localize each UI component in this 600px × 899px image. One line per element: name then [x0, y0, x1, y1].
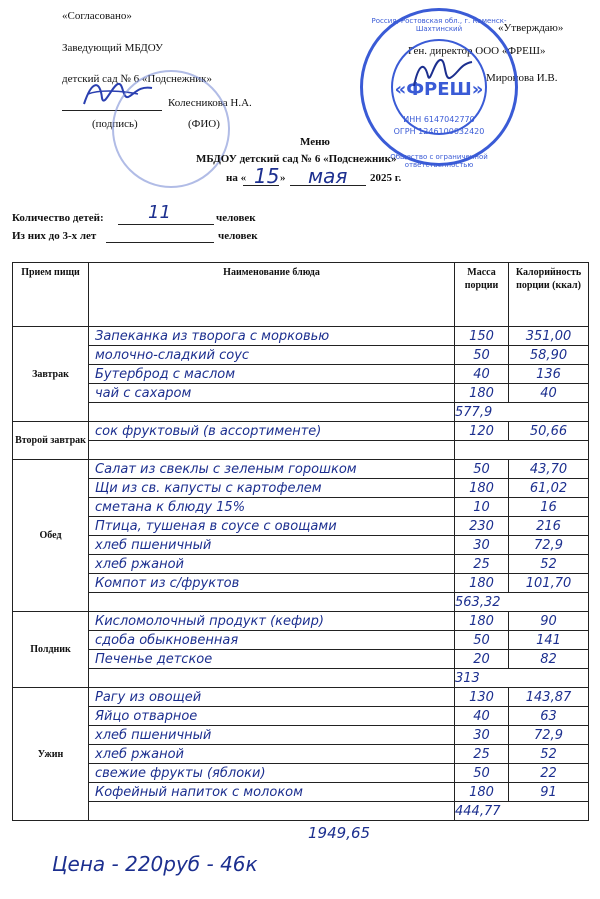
table-row	[13, 384, 589, 403]
stamp-brand: «ФРЕШ»	[394, 79, 484, 100]
dish-mass: 50	[473, 348, 490, 363]
dish-name: свежие фрукты (яблоки)	[95, 766, 266, 781]
dish-kcal: 22	[540, 766, 557, 781]
header-dish: Наименование блюда	[89, 263, 455, 327]
dish-name: чай с сахаром	[95, 386, 192, 401]
dish-kcal: 40	[540, 386, 557, 401]
under3-line	[106, 242, 214, 243]
dish-kcal: 58,90	[529, 348, 568, 363]
meal-name: Завтрак	[13, 327, 89, 422]
table-row	[13, 612, 589, 631]
meal-name: Второй завтрак	[13, 422, 89, 460]
dish-mass: 120	[469, 424, 494, 439]
dish-kcal: 72,9	[534, 728, 563, 743]
dish-name: Компот из с/фруктов	[95, 576, 240, 591]
table-row	[13, 764, 589, 783]
dish-mass: 180	[469, 386, 494, 401]
section-total: 577,9	[455, 405, 493, 420]
stamp-ring-top: Россия, Ростовская обл., г. Каменск-Шахтинский	[371, 17, 507, 33]
menu-body	[13, 327, 589, 821]
children-count-label: Количество детей:	[12, 212, 104, 224]
dish-name: Яйцо отварное	[95, 709, 198, 724]
dish-name: Кофейный напиток с молоком	[95, 785, 303, 800]
dish-kcal: 63	[540, 709, 557, 724]
dish-name: хлеб пшеничный	[95, 728, 212, 743]
table-row	[13, 688, 589, 707]
dish-mass: 230	[469, 519, 494, 534]
agreed-label: «Согласовано»	[62, 10, 132, 22]
dish-name: молочно-сладкий соус	[95, 348, 250, 363]
dish-name: хлеб ржаной	[95, 557, 184, 572]
table-row	[13, 726, 589, 745]
head-title: Заведующий МБДОУ	[62, 42, 163, 54]
menu-title: Меню	[300, 136, 330, 148]
table-row	[13, 555, 589, 574]
children-count-unit: человек	[216, 212, 256, 224]
dish-name: Рагу из овощей	[95, 690, 202, 705]
dish-name: Печенье детское	[95, 652, 213, 667]
stamp-ogrn: ОГРН 1246100032420	[393, 127, 485, 136]
dish-name: Бутерброд с маслом	[95, 367, 236, 382]
price-note: Цена - 220руб - 46к	[52, 852, 258, 876]
section-total-row	[13, 441, 589, 460]
table-row	[13, 650, 589, 669]
dish-name: Кисломолочный продукт (кефир)	[95, 614, 324, 629]
dish-name: Салат из свеклы с зеленым горошком	[95, 462, 357, 477]
dish-name: Запеканка из творога с морковью	[95, 329, 330, 344]
dish-name: Птица, тушеная в соусе с овощами	[95, 519, 337, 534]
dish-mass: 20	[473, 652, 490, 667]
dish-name: сдоба обыкновенная	[95, 633, 239, 648]
section-total: 444,77	[455, 804, 501, 819]
header-kcal: Калорийность порции (ккал)	[509, 263, 589, 327]
head-name: Колесникова Н.А.	[168, 97, 252, 109]
stamp-ring-bottom: Общество с ограниченной ответственностью	[390, 153, 488, 169]
dish-kcal: 16	[540, 500, 557, 515]
dish-name: сметана к блюду 15%	[95, 500, 246, 515]
dish-mass: 25	[473, 747, 490, 762]
children-count-line	[118, 224, 214, 225]
date-day: 15	[254, 164, 280, 188]
table-row	[13, 783, 589, 802]
dish-kcal: 136	[536, 367, 561, 382]
dish-kcal: 72,9	[534, 538, 563, 553]
section-total: 313	[455, 671, 480, 686]
dish-mass: 40	[473, 367, 490, 382]
section-total: 563,32	[455, 595, 501, 610]
dish-kcal: 52	[540, 747, 557, 762]
table-row	[13, 745, 589, 764]
under3-unit: человек	[218, 230, 258, 242]
dish-mass: 50	[473, 633, 490, 648]
dish-kcal: 52	[540, 557, 557, 572]
dish-mass: 50	[473, 766, 490, 781]
dish-mass: 40	[473, 709, 490, 724]
table-row	[13, 479, 589, 498]
header-mass: Масса порции	[455, 263, 509, 327]
dish-mass: 180	[469, 785, 494, 800]
section-total-row	[13, 593, 589, 612]
dish-kcal: 50,66	[529, 424, 568, 439]
section-total-row	[13, 669, 589, 688]
dish-name: Щи из св. капусты с картофелем	[95, 481, 322, 496]
dish-kcal: 91	[540, 785, 557, 800]
section-total-row	[13, 403, 589, 422]
dish-mass: 180	[469, 576, 494, 591]
kindergarten-stamp	[112, 70, 230, 188]
table-row	[13, 574, 589, 593]
date-day-close: »	[280, 172, 286, 184]
table-row	[13, 460, 589, 479]
date-month: мая	[308, 164, 348, 188]
section-total-row	[13, 802, 589, 821]
dish-kcal: 61,02	[529, 481, 568, 496]
table-row	[13, 498, 589, 517]
stamp-inn: ИНН 6147042770	[403, 115, 475, 124]
approved-label: «Утверждаю»	[498, 22, 564, 34]
table-row	[13, 365, 589, 384]
director-title: Ген. директор ООО «ФРЕШ»	[408, 45, 546, 57]
table-row	[13, 346, 589, 365]
month-underline	[290, 185, 366, 186]
dish-kcal: 351,00	[525, 329, 572, 344]
dish-kcal: 82	[540, 652, 557, 667]
date-year: 2025 г.	[370, 172, 402, 184]
dish-mass: 130	[469, 690, 494, 705]
dish-name: сок фруктовый (в ассортименте)	[95, 424, 322, 439]
table-row	[13, 422, 589, 441]
dish-mass: 25	[473, 557, 490, 572]
menu-table	[12, 262, 589, 821]
table-row	[13, 327, 589, 346]
dish-mass: 50	[473, 462, 490, 477]
meal-name: Полдник	[13, 612, 89, 688]
table-row	[13, 707, 589, 726]
header-meal: Прием пищи	[13, 263, 89, 327]
fio-label: (ФИО)	[188, 118, 220, 130]
dish-kcal: 216	[536, 519, 561, 534]
dish-mass: 30	[473, 728, 490, 743]
kindergarten-name: детский сад № 6 «Подснежник»	[62, 73, 213, 85]
dish-kcal: 43,70	[529, 462, 568, 477]
dish-kcal: 141	[536, 633, 561, 648]
table-row	[13, 517, 589, 536]
dish-name: хлеб ржаной	[95, 747, 184, 762]
meal-name: Ужин	[13, 688, 89, 821]
dish-mass: 30	[473, 538, 490, 553]
dish-mass: 180	[469, 614, 494, 629]
table-row	[13, 536, 589, 555]
table-row	[13, 631, 589, 650]
children-count-value: 11	[148, 202, 171, 223]
dish-mass: 10	[473, 500, 490, 515]
dish-mass: 180	[469, 481, 494, 496]
date-prefix: на «	[226, 172, 247, 184]
under3-label: Из них до 3-х лет	[12, 230, 97, 242]
director-signature	[410, 56, 476, 90]
dish-kcal: 101,70	[525, 576, 572, 591]
sign-label: (подпись)	[92, 118, 138, 130]
grand-total: 1949,65	[308, 824, 371, 842]
meal-name: Обед	[13, 460, 89, 612]
director-name: Миронова И.В.	[486, 72, 558, 84]
dish-name: хлеб пшеничный	[95, 538, 212, 553]
dish-kcal: 90	[540, 614, 557, 629]
menu-subtitle: МБДОУ детский сад № 6 «Подснежник»	[196, 153, 397, 165]
dish-mass: 150	[469, 329, 494, 344]
dish-kcal: 143,87	[525, 690, 572, 705]
day-underline	[243, 185, 279, 186]
